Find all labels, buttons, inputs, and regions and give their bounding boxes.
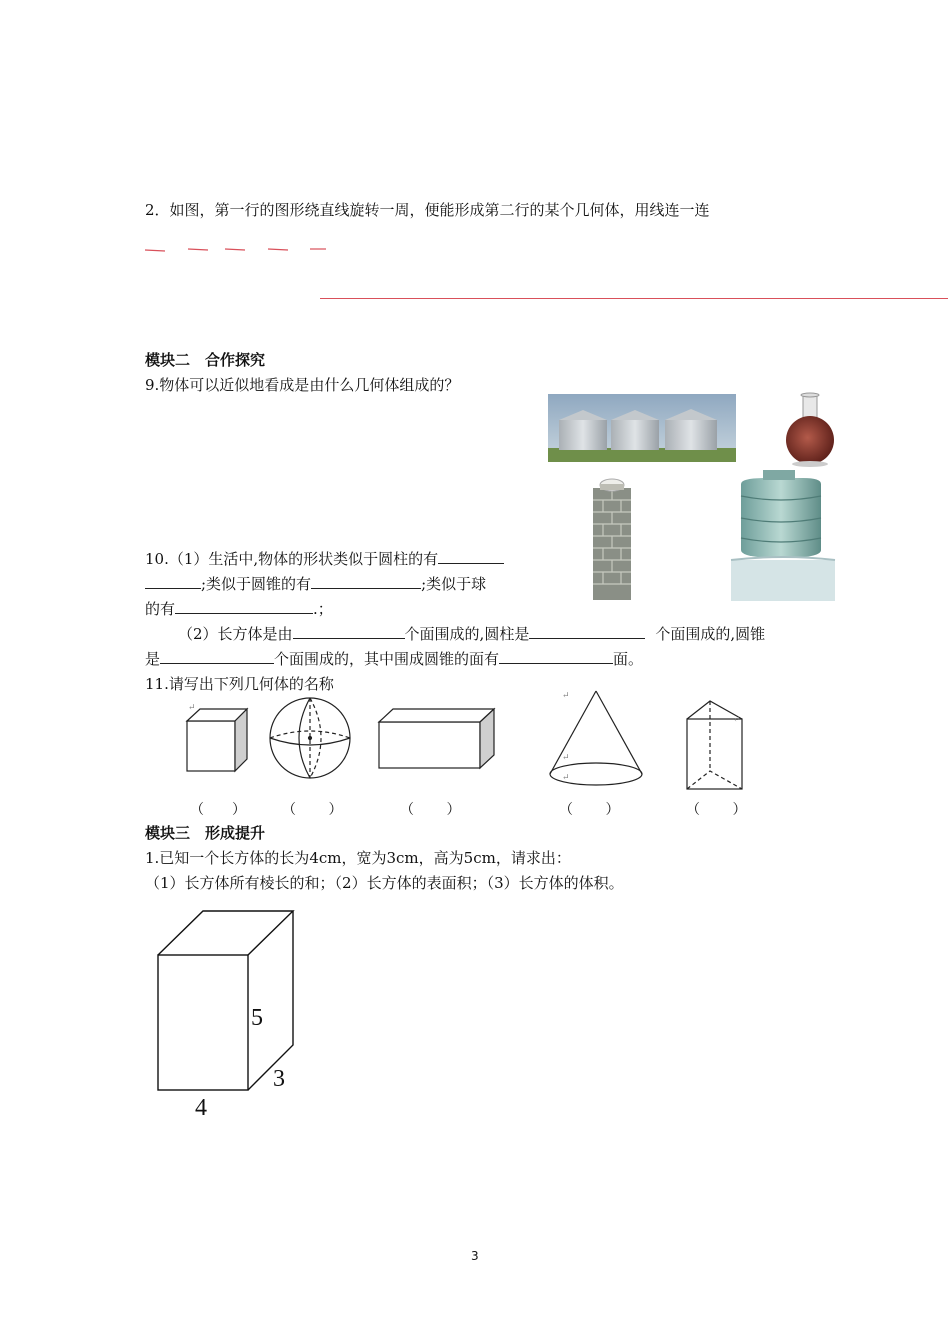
q10-part2a-text: （2）长方体是由 (178, 625, 293, 643)
blank-cuboid-faces[interactable] (293, 624, 405, 639)
objects-photo-collage (545, 388, 843, 601)
red-horizontal-line (320, 298, 948, 299)
q10-line3a-text: 的有 (145, 600, 176, 618)
width-label: 3 (273, 1066, 285, 1092)
blank-cylinder-answer[interactable] (438, 549, 504, 564)
q10-part2c-text: 个面围成的,圆锥 (655, 625, 766, 643)
answer-blank-sphere[interactable]: （ ） (282, 802, 343, 818)
q10-line3b-text: .； (313, 600, 333, 618)
svg-text:↵: ↵ (733, 715, 741, 725)
q10-line2a-text: ;类似于圆锥的有 (201, 575, 312, 593)
module-2-title: 模块二 合作探究 (145, 351, 266, 369)
q10-line5b-text: 个面围成的，其中围成圆锥的面有 (274, 650, 500, 668)
blank-cylinder-faces[interactable] (529, 624, 645, 639)
answer-blank-prism[interactable]: （ ） (686, 802, 747, 818)
answer-blank-cuboid[interactable]: （ ） (400, 802, 461, 818)
q10-line5c-text: 面。 (613, 650, 644, 668)
question-11-text: 11.请写出下列几何体的名称 (145, 675, 334, 693)
triangular-prism-figure (687, 701, 742, 789)
red-dash-marks (140, 244, 340, 256)
cube-figure (187, 703, 247, 771)
svg-text:↵: ↵ (562, 753, 570, 763)
question-10-line-5 (145, 649, 643, 669)
sphere-figure (270, 698, 350, 778)
q10-line1-text: 10.（1）生活中,物体的形状类似于圆柱的有 (145, 550, 439, 568)
question-10-line-2 (145, 574, 486, 594)
answer-blank-cube[interactable]: （ ） (190, 802, 246, 818)
q10-part2b-text: 个面围成的,圆柱是 (404, 625, 530, 643)
problem-1-line-2: （1）长方体所有棱长的和；（2）长方体的表面积；（3）长方体的体积。 (145, 874, 624, 892)
answer-blank-cone[interactable]: （ ） (559, 802, 620, 818)
question-2-text: 2．如图，第一行的图形绕直线旋转一周，便能形成第二行的某个几何体，用线连一连 (145, 201, 710, 219)
blank-cylinder-answer-cont[interactable] (145, 574, 201, 589)
q10-line5a-text: 是 (145, 650, 161, 668)
blank-sphere-answer[interactable] (175, 599, 313, 614)
q10-line2b-text: ;类似于球 (421, 575, 487, 593)
question-10-line-4 (178, 624, 765, 644)
silos-photo (545, 388, 843, 601)
question-10-line-3 (145, 599, 333, 619)
question-9-text: 9.物体可以近似地看成是由什么几何体组成的？ (145, 376, 460, 394)
problem-1-line-1: 1.已知一个长方体的长为4cm，宽为3cm，高为5cm，请求出： (145, 849, 571, 867)
blank-cone-answer[interactable] (311, 574, 421, 589)
cuboid-figure (379, 709, 494, 768)
height-label: 5 (251, 1005, 263, 1031)
cone-figure (550, 691, 642, 785)
module-3-title: 模块三 形成提升 (145, 824, 266, 842)
question-10-line-1 (145, 549, 504, 569)
svg-text:↵: ↵ (562, 691, 570, 701)
svg-text:↵: ↵ (562, 773, 570, 783)
blank-cone-face-types[interactable] (499, 649, 613, 664)
blank-cone-faces[interactable] (160, 649, 274, 664)
solids-figures (150, 688, 770, 798)
length-label: 4 (195, 1095, 207, 1121)
cuboid-dimension-diagram (150, 905, 320, 1125)
svg-text:↵: ↵ (188, 703, 196, 713)
page-number: 3 (471, 1249, 479, 1263)
